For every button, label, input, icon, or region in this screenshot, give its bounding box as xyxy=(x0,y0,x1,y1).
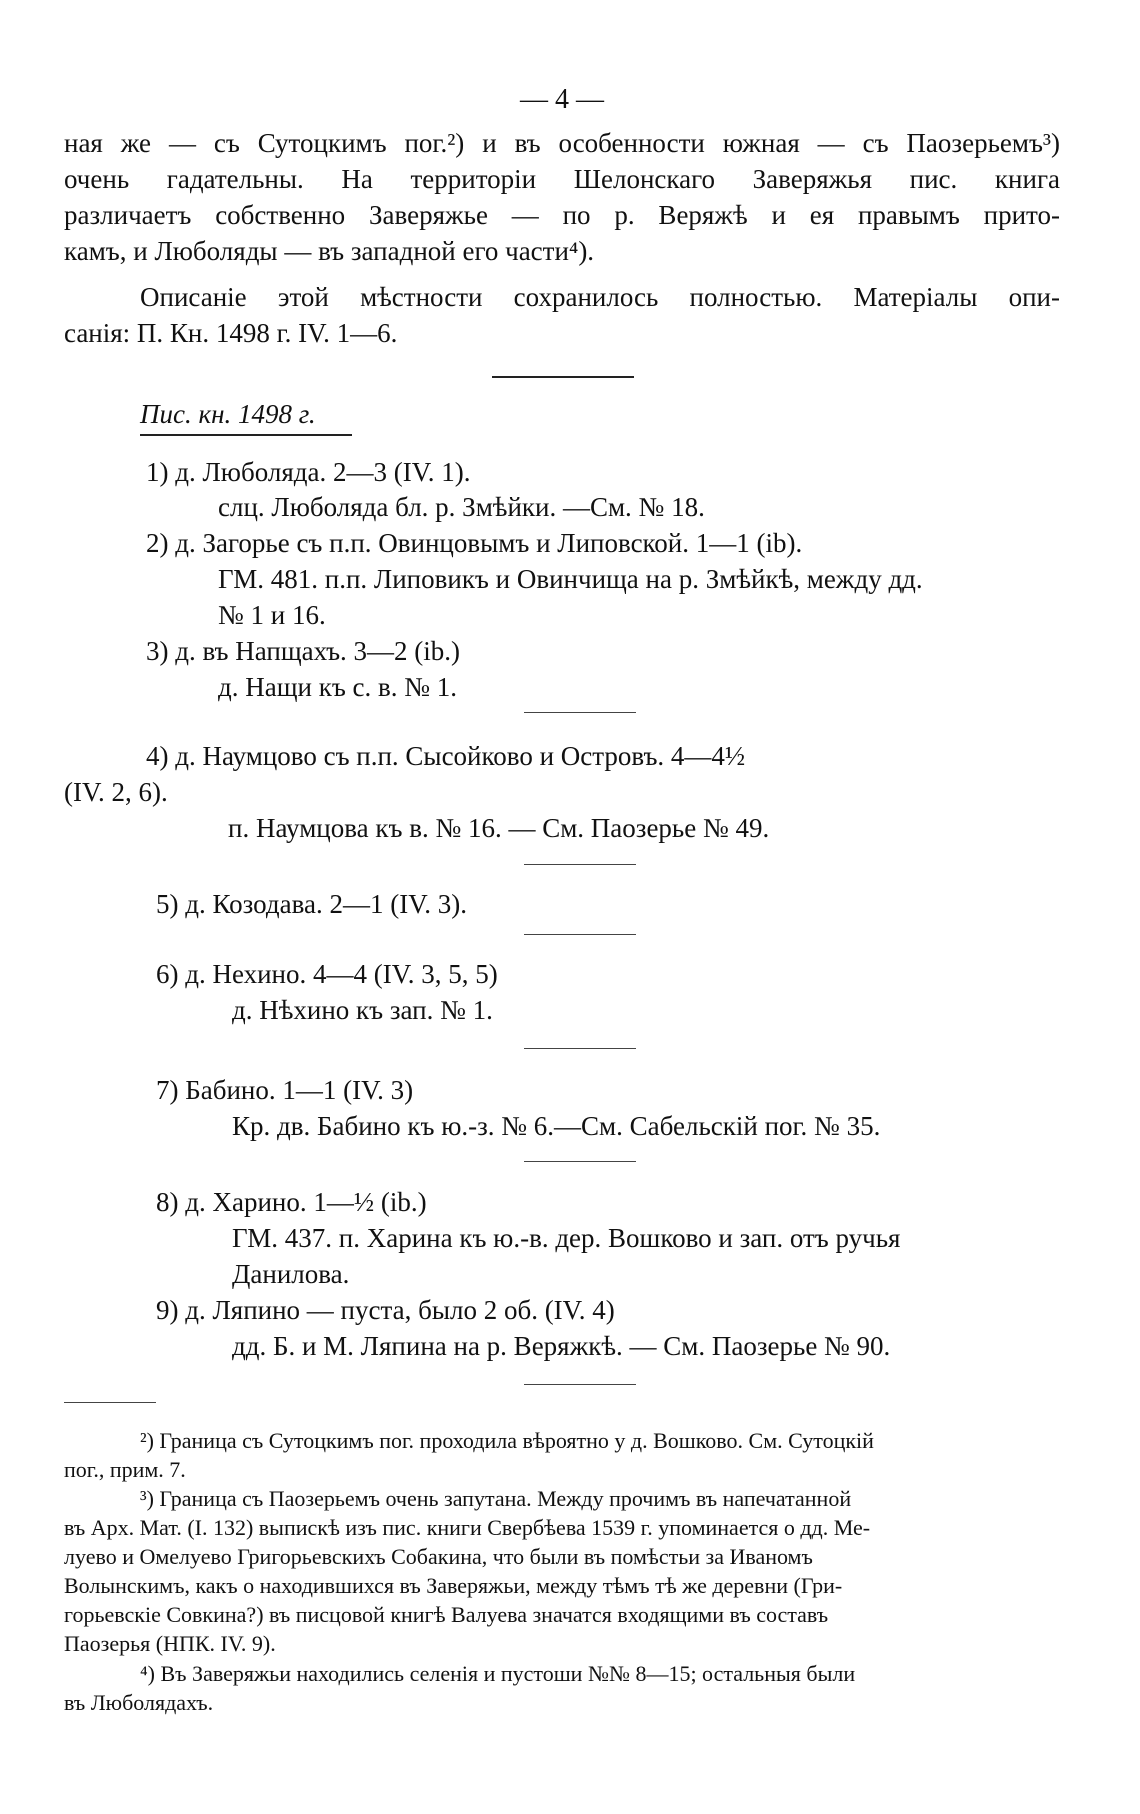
entry-title: 4) д. Наумцово съ п.п. Сысойково и Островъ. 4—4½ xyxy=(146,741,746,771)
entry-divider xyxy=(524,934,636,935)
entry-note: ГМ. 437. п. Харина къ ю.-в. дер. Вошково и зап. отъ ручья xyxy=(232,1223,901,1253)
entry-title: 6) д. Нехино. 4—4 (IV. 3, 5, 5) xyxy=(156,959,498,989)
entry-note: д. Нѣхино къ зап. № 1. xyxy=(232,995,493,1025)
entry-note: Данилова. xyxy=(232,1259,350,1289)
footnote-line: горьевскіе Совкина?) въ писцовой книгѣ Валуева значатся входящими въ составъ xyxy=(64,1602,829,1627)
intro-line: очень гадательны. На территоріи Шелонскаго Заверяжья пис. книга xyxy=(64,164,1060,194)
entry-title-cont: (IV. 2, 6). xyxy=(64,777,168,807)
entry-divider xyxy=(524,1048,636,1049)
entry-note: № 1 и 16. xyxy=(218,600,326,630)
footnote-line: луево и Омелуево Григорьевскихъ Собакина, что были въ помѣстьи за Иваномъ xyxy=(64,1544,813,1569)
intro-line: ная же — съ Сутоцкимъ пог.²) и въ особенности южная — съ Паозерьемъ³) xyxy=(64,128,1060,158)
section-heading: Пис. кн. 1498 г. xyxy=(140,399,316,429)
section-divider xyxy=(492,376,634,378)
entry-divider xyxy=(524,1384,636,1385)
entry-title: 5) д. Козодава. 2—1 (IV. 3). xyxy=(156,889,467,919)
footnote-line: въ Арх. Мат. (I. 132) выпискѣ изъ пис. книги Свербѣева 1539 г. упоминается о дд. Ме- xyxy=(64,1515,871,1540)
entry-title: 9) д. Ляпино — пуста, было 2 об. (IV. 4) xyxy=(156,1295,615,1325)
footnote-line: Волынскимъ, какъ о находившихся въ Заверяжьи, между тѣмъ тѣ же деревни (Гри- xyxy=(64,1573,843,1598)
entry-divider xyxy=(524,864,636,865)
page-number: — 4 — xyxy=(520,84,604,115)
entry-title: 3) д. въ Напщахъ. 3—2 (ib.) xyxy=(146,636,461,666)
entry-note: Кр. дв. Бабино къ ю.-з. № 6.—См. Сабельскій пог. № 35. xyxy=(232,1111,881,1141)
footnote-line: Паозерья (НПК. IV. 9). xyxy=(64,1631,276,1656)
intro-line: Описаніе этой мѣстности сохранилось полностью. Матеріалы опи- xyxy=(140,282,1060,312)
entry-title: 1) д. Люболяда. 2—3 (IV. 1). xyxy=(146,457,471,487)
footnote-line: ²) Граница съ Сутоцкимъ пог. проходила вѣроятно у д. Вошково. См. Сутоцкій xyxy=(140,1428,874,1453)
entry-title: 8) д. Харино. 1—½ (ib.) xyxy=(156,1187,427,1217)
entry-note: п. Наумцова къ в. № 16. — См. Паозерье № 49. xyxy=(228,813,770,843)
intro-line: камъ, и Люболяды — въ западной его части⁴). xyxy=(64,236,595,266)
footnote-line: пог., прим. 7. xyxy=(64,1457,186,1482)
entry-title: 2) д. Загорье съ п.п. Овинцовымъ и Липовской. 1—1 (ib). xyxy=(146,528,803,558)
intro-line: различаетъ собственно Заверяжье — по р. Веряжѣ и ея правымъ прито- xyxy=(64,200,1060,230)
entry-note: дд. Б. и М. Ляпина на р. Веряжкѣ. — См. Паозерье № 90. xyxy=(232,1331,891,1361)
entry-divider xyxy=(524,712,636,713)
footnote-separator xyxy=(64,1402,156,1403)
entry-note: слц. Люболяда бл. р. Змѣйки. —См. № 18. xyxy=(218,492,705,522)
footnote-line: въ Люболядахъ. xyxy=(64,1690,214,1715)
entry-title: 7) Бабино. 1—1 (IV. 3) xyxy=(156,1075,414,1105)
entry-note: ГМ. 481. п.п. Липовикъ и Овинчища на р. Змѣйкѣ, между дд. xyxy=(218,564,923,594)
footnote-line: ⁴) Въ Заверяжьи находились селенія и пустоши №№ 8—15; остальныя были xyxy=(140,1661,856,1686)
intro-line: санія: П. Кн. 1498 г. IV. 1—6. xyxy=(64,318,398,348)
footnote-line: ³) Граница съ Паозерьемъ очень запутана. Между прочимъ въ напечатанной xyxy=(140,1486,852,1511)
heading-underline xyxy=(140,434,352,436)
entry-note: д. Нащи къ с. в. № 1. xyxy=(218,672,458,702)
entry-divider xyxy=(524,1161,636,1162)
